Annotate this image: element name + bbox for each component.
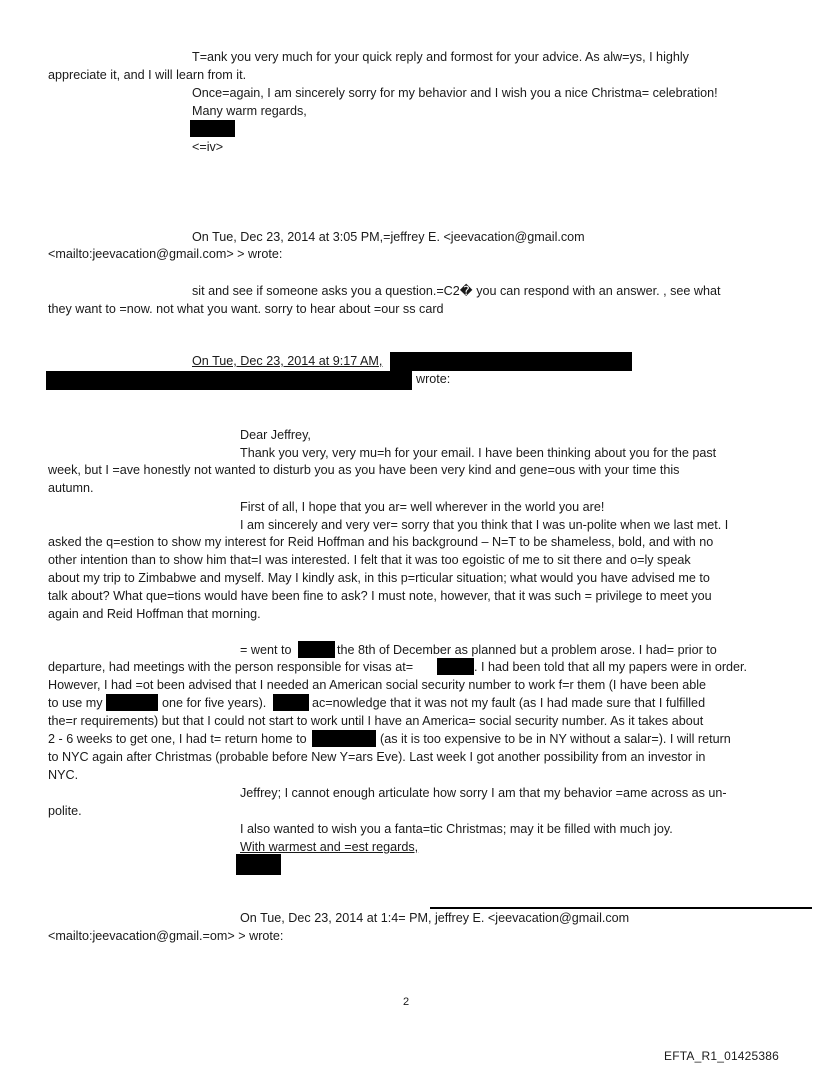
email-line: However, I had =ot been advised that I needed an American social security number to work f=r them (I have been able: [48, 678, 707, 692]
quoted-header-line: On Tue, Dec 23, 2014 at 9:17 AM,: [192, 354, 383, 368]
email-line: to use my: [48, 696, 103, 710]
redaction-box: [390, 352, 632, 371]
quoted-header-line: On Tue, Dec 23, 2014 at 3:05 PM,=jeffrey E. <jeevacation@gmail.com: [192, 230, 585, 244]
email-line: departure, had meetings with the person responsible for visas at=: [48, 660, 414, 674]
email-line: about my trip to Zimbabwe and myself. May I kindly ask, in this p=rticular situation; what would you have advised me to: [48, 571, 710, 585]
redaction-box: [46, 371, 412, 390]
email-line: . I had been told that all my papers were in order.: [474, 660, 748, 674]
quoted-header-line: <mailto:jeevacation@gmail.=om> > wrote:: [48, 929, 284, 943]
email-line: NYC.: [48, 768, 79, 782]
email-line: week, but I =ave honestly not wanted to disturb you as you have been very kind and gene=ous with your time this: [48, 463, 680, 477]
email-line: T=ank you very much for your quick reply and formost for your advice. As alw=ys, I highly: [192, 50, 689, 64]
page-number: 2: [403, 996, 410, 1008]
email-line: = went to: [240, 643, 292, 657]
email-line: other intention than to show him that=I was interested. I felt that it was too egoistic of me to sit there and o=ly speak: [48, 553, 691, 567]
email-line: Dear Jeffrey,: [240, 428, 311, 442]
email-line: appreciate it, and I will learn from it.: [48, 68, 247, 82]
redaction-box: [236, 854, 281, 875]
redaction-box: [190, 120, 235, 137]
email-line: With warmest and =est regards,: [240, 840, 419, 854]
email-line: sit and see if someone asks you a question.=C2� you can respond with an answer. , see what: [192, 284, 721, 298]
divider-line: [430, 907, 812, 909]
email-line: Many warm regards,: [192, 104, 307, 118]
email-line: the 8th of December as planned but a problem arose. I had= prior to: [337, 643, 717, 657]
email-line: Thank you very, very mu=h for your email. I have been thinking about you for the past: [240, 446, 717, 460]
quoted-header-line: wrote:: [416, 372, 451, 386]
email-line: to NYC again after Christmas (probable before New Y=ars Eve). Last week I got another possibility from an investor in: [48, 750, 706, 764]
email-line: one for five years).: [162, 696, 267, 710]
email-line: they want to =now. not what you want. sorry to hear about =our ss card: [48, 302, 444, 316]
email-line: Jeffrey; I cannot enough articulate how sorry I am that my behavior =ame across as un-: [240, 786, 727, 800]
redaction-box: [106, 694, 158, 711]
email-line: First of all, I hope that you ar= well wherever in the world you are!: [240, 500, 605, 514]
redaction-box: [298, 641, 335, 658]
email-line: polite.: [48, 804, 82, 818]
quoted-header-line: <mailto:jeevacation@gmail.com> > wrote:: [48, 247, 283, 261]
email-line: I am sincerely and very ver= sorry that you think that I was un-polite when we last met. I: [240, 518, 729, 532]
email-line: the=r requirements) but that I could not start to work until I have an America= social security number. As it takes about: [48, 714, 704, 728]
email-line: <=iv>: [192, 140, 224, 154]
redaction-box: [312, 730, 376, 747]
email-line: talk about? What que=tions would have been fine to ask? I must note, however, that it was such = privilege to meet you: [48, 589, 712, 603]
email-line: ac=nowledge that it was not my fault (as I had made sure that I fulfilled: [312, 696, 706, 710]
email-line: I also wanted to wish you a fanta=tic Christmas; may it be filled with much joy.: [240, 822, 673, 836]
redaction-box: [273, 694, 309, 711]
email-line: 2 - 6 weeks to get one, I had t= return home to: [48, 732, 307, 746]
email-line: again and Reid Hoffman that morning.: [48, 607, 261, 621]
email-line: autumn.: [48, 481, 94, 495]
quoted-header-line: On Tue, Dec 23, 2014 at 1:4= PM, jeffrey E. <jeevacation@gmail.com: [240, 911, 630, 925]
email-line: asked the q=estion to show my interest for Reid Hoffman and his background – N=T to be shameless, bold, and with no: [48, 535, 714, 549]
redaction-box: [437, 658, 474, 675]
email-line: Once=again, I am sincerely sorry for my behavior and I wish you a nice Christma= celebration!: [192, 86, 718, 100]
email-line: (as it is too expensive to be in NY without a salar=). I will return: [380, 732, 731, 746]
bates-number: EFTA_R1_01425386: [664, 1049, 780, 1063]
